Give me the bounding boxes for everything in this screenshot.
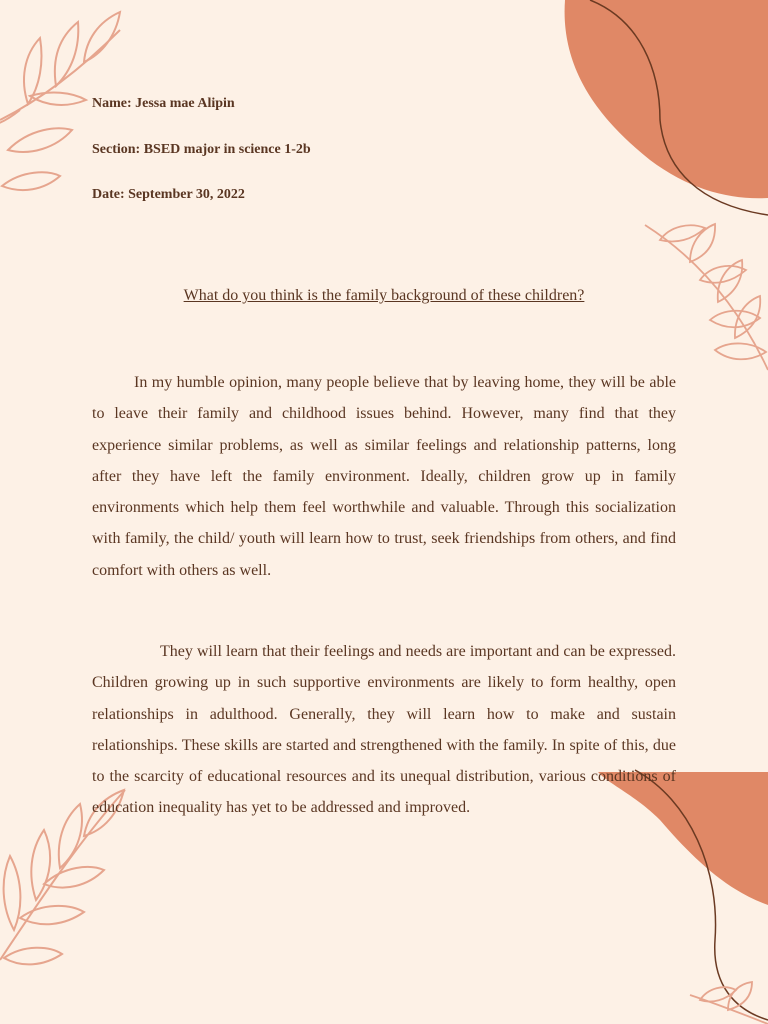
paragraph-1: In my humble opinion, many people believe that by leaving home, they will be able to leave their family and childhood issues behind. However, many find that they experience similar problems, as well as similar feelings and relationship patterns, long after they have left the family environment. Ideally, children grow up in family environments which help them feel worthwhile and valuable. Through this socialization with family, the child/ youth will learn how to trust, seek friendships from others, and find comfort with others as well. xyxy=(92,374,676,579)
student-name: Name: Jessa mae Alipin xyxy=(92,96,235,111)
essay-question: What do you think is the family background of these children? xyxy=(183,287,585,304)
document-date: Date: September 30, 2022 xyxy=(92,187,245,202)
bottom-right-leaf-branch xyxy=(690,982,768,1024)
student-section: Section: BSED major in science 1-2b xyxy=(92,142,311,157)
paragraph-2: They will learn that their feelings and needs are important and can be expressed. Children growing up in such supportive environments are likely to form healthy, open relationships in adulthood. Generally, they will learn how to make and sustain relationships. These skills are started and strengthened with the family. In spite of this, due to the scarcity of educational resources and its unequal distribution, various conditions of education inequality has yet to be addressed and improved. xyxy=(92,643,676,817)
top-right-blob xyxy=(565,0,768,198)
